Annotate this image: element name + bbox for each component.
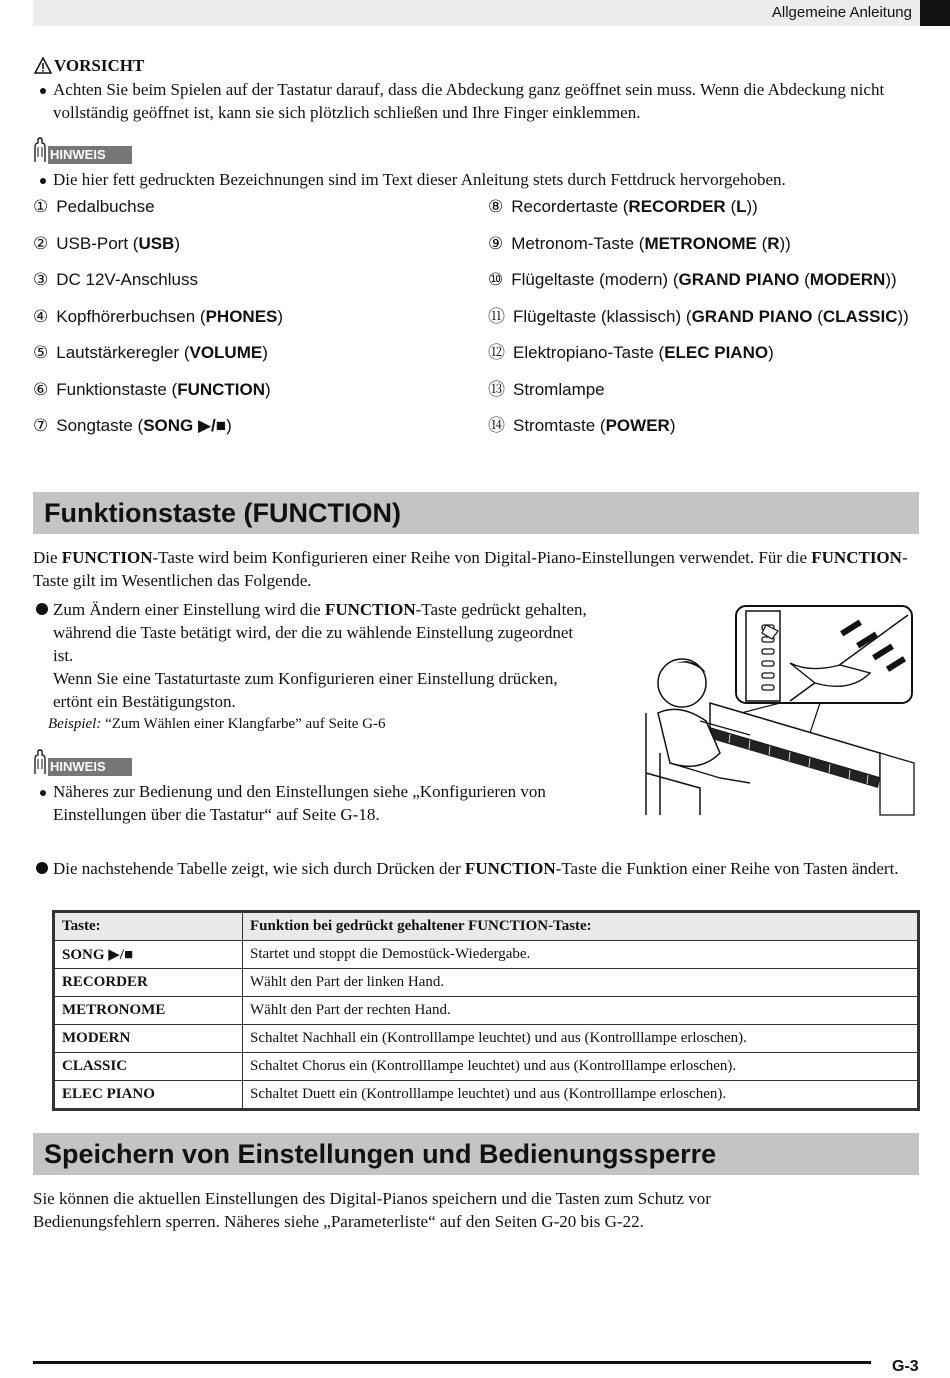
item-number: ③ [33,270,49,289]
table-cell-function: Schaltet Chorus ein (Kontrolllampe leuchtet) und aus (Kontrolllampe erloschen). [243,1053,918,1081]
parts-list-item [33,341,283,365]
parts-list-item [33,378,283,402]
note-label: HINWEIS [48,758,132,776]
item-bold: USB [138,233,175,253]
item-mid: ( [725,197,737,216]
parts-list-item [33,268,283,292]
section-title: Speichern von Einstellungen und Bedienungssperre [44,1139,717,1169]
table-header-cell: Funktion bei gedrückt gehaltener FUNCTION-Taste: [243,913,918,941]
table-row [55,1053,918,1081]
item-bold: GRAND PIANO [691,306,813,326]
item-name: USB-Port ( [56,233,139,253]
item-bold2: R [767,233,780,253]
table-cell-function: Startet und stoppt die Demostück-Wiedergabe. [243,941,918,969]
table-cell-key: CLASSIC [55,1053,243,1081]
item-number: ⑬ [488,379,505,399]
section-intro: Die FUNCTION-Taste wird beim Konfigurieren einer Reihe von Digital-Piano-Einstellungen verwendet. Für die FUNCTION-Taste gilt im Wesentlichen das Folgende. [33,548,908,590]
table-row [55,969,918,997]
example-line: Beispiel: “Zum Wählen einer Klangfarbe” auf Seite G-6 [48,716,386,732]
parts-list-item [488,305,909,329]
note-label: HINWEIS [48,146,132,164]
item-number: ⑤ [33,343,49,362]
header-title: Allgemeine Anleitung [771,4,912,21]
item-suffix: )) [746,197,758,216]
item-name: Pedalbuchse [56,197,155,216]
note-hand-icon [31,749,49,780]
item-suffix: )) [885,270,897,289]
item-bold: POWER [605,416,670,435]
item-number: ⑦ [33,416,49,435]
item-mid: ( [812,306,823,326]
table-cell-function: Schaltet Nachhall ein (Kontrolllampe leuchtet) und aus (Kontrolllampe erloschen). [243,1025,918,1053]
section-title: Funktionstaste (FUNCTION) [44,498,401,528]
item-name: Funktionstaste ( [56,379,178,399]
piano-player-illustration [640,603,916,822]
table-cell-function: Wählt den Part der rechten Hand. [243,997,918,1025]
note-text: Die hier fett gedruckten Bezeichnungen sind im Text dieser Anleitung stets durch Fettdruck hervorgehoben. [53,170,786,189]
parts-list-item [33,195,283,219]
item-bold: PHONES [205,306,278,326]
item-bold2: MODERN [809,270,886,289]
item-bold: RECORDER [628,197,726,216]
note-hand-icon [31,137,49,168]
bullet-dot [40,88,46,94]
item-bold: SONG ▶/■ [143,416,227,435]
item-suffix: ) [226,416,232,435]
table-cell-key: SONG ▶/■ [55,941,243,969]
item-number: ⑧ [488,197,504,216]
table-header-cell: Taste: [55,913,243,941]
note-text: Näheres zur Bedienung und den Einstellungen siehe „Konfigurieren von Einstellungen über die Tastatur“ auf Seite G-18. [53,782,546,824]
table-row [55,941,918,969]
item-suffix: ) [265,379,271,399]
item-bold: VOLUME [189,343,263,362]
parts-list-item [33,232,283,256]
warning-icon [34,57,52,79]
parts-list-item [488,195,909,219]
item-name: DC 12V-Anschluss [56,270,198,289]
item-bold: ELEC PIANO [664,343,769,362]
item-name: Elektropiano-Taste ( [513,343,665,362]
item-number: ⑨ [488,233,504,253]
table-cell-function: Schaltet Duett ein (Kontrolllampe leuchtet) und aus (Kontrolllampe erloschen). [243,1081,918,1109]
table-cell-function: Wählt den Part der linken Hand. [243,969,918,997]
item-bold: GRAND PIANO [678,270,800,289]
parts-list-item [488,341,909,365]
bullet-dot [40,790,46,796]
item-number: ⑩ [488,270,504,289]
item-number: ④ [33,306,49,326]
table-cell-key: METRONOME [55,997,243,1025]
item-mid: ( [799,270,810,289]
table-cell-key: MODERN [55,1025,243,1053]
item-suffix: ) [262,343,268,362]
header-block [920,0,950,26]
parts-list-item [488,414,909,438]
item-suffix: ) [174,233,181,253]
item-name: Stromlampe [513,379,605,399]
caution-heading: VORSICHT [54,56,145,75]
table-cell-key: ELEC PIANO [55,1081,243,1109]
item-number: ⑪ [488,306,505,326]
item-name: Flügeltaste (modern) ( [511,270,679,289]
table-row [55,1025,918,1053]
section-text: Sie können die aktuellen Einstellungen des Digital-Pianos speichern und die Tasten zum Schutz vor Bedienungsfehlern sperren. Näheres siehe „Parameterliste“ auf den Seiten G-20 bis G-22. [33,1189,711,1231]
parts-list-item [488,378,909,402]
item-name: Recordertaste ( [511,197,629,216]
item-name: Flügeltaste (klassisch) ( [513,306,692,326]
item-number: ② [33,233,49,253]
function-table [52,910,920,1111]
parts-list-item [33,414,283,438]
item-suffix: ) [277,306,284,326]
page-number: G-3 [892,1358,919,1375]
item-name: Stromtaste ( [513,416,606,435]
item-suffix: )) [897,306,909,326]
item-number: ⑫ [488,343,505,362]
item-mid: ( [756,233,768,253]
footer-rule [33,1361,871,1364]
parts-list-item [33,305,283,329]
item-bold2: L [736,197,747,216]
bullet-text: Zum Ändern einer Einstellung wird die FUNCTION-Taste gedrückt gehalten, während die Taste betätigt wird, der die zu wählende Einstellung zugeordnet ist. Wenn Sie eine Tastaturtaste zum Konfigurieren einer Einstellung drücken, ertönt ein Bestätigungston. [53,600,587,711]
parts-list-item [488,232,909,256]
item-suffix: ) [669,416,676,435]
parts-list-right [488,195,909,451]
item-name: Kopfhörerbuchsen ( [56,306,206,326]
bullet-dot [36,603,48,615]
caution-text: Achten Sie beim Spielen auf der Tastatur darauf, dass die Abdeckung ganz geöffnet sein muss. Wenn die Abdeckung nicht vollständig geöffnet ist, kann sie sich plötzlich schließen und Ihre Finger einklemmen. [53,80,885,122]
item-suffix: )) [779,233,791,253]
item-bold2: CLASSIC [822,306,898,326]
item-name: Songtaste ( [56,416,144,435]
table-row [55,997,918,1025]
item-bold: FUNCTION [177,379,266,399]
parts-list-left [33,195,283,451]
table-header-row [55,913,918,941]
item-suffix: ) [768,343,774,362]
item-bold: METRONOME [644,233,757,253]
bullet-dot [36,862,48,874]
item-name: Metronom-Taste ( [511,233,645,253]
item-number: ⑭ [488,416,505,435]
bullet-dot [40,178,46,184]
parts-list-item [488,268,909,292]
item-name: Lautstärkeregler ( [56,343,190,362]
item-number: ⑥ [33,379,49,399]
bullet-text: Die nachstehende Tabelle zeigt, wie sich durch Drücken der FUNCTION-Taste die Funktion einer Reihe von Tasten ändert. [53,859,899,878]
table-row [55,1081,918,1109]
table-cell-key: RECORDER [55,969,243,997]
item-number: ① [33,197,49,216]
